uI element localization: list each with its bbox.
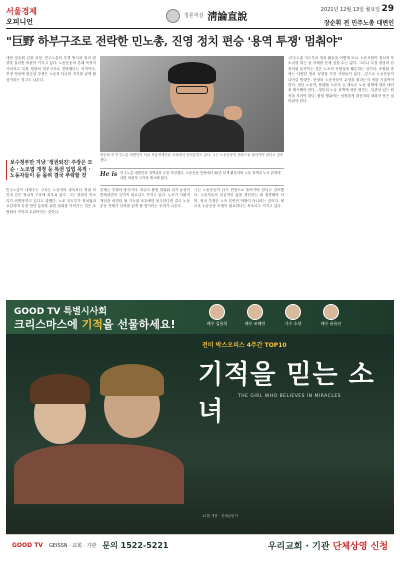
body-text: -민주노총 지도부의 정치 활동을 어떻게 보나. 노동조합이 정치적 목소리를 내는 것 자체를 문제 삼을 수는 없다. 그러나 특정 정당과 한 몸처럼 움직이는 것은 노조의 독립성을 훼손하는 일이다. 조합원 중에는 다양한 정치 성향을 가진 사람들이 있다. -앞으로 노동운동이 나아갈 방향은. 현장의 노동자들이 무엇을 원하는지 귀를 기울여야 한다. 청년 노동자, 플랫폼 노동자 등 새로운 노동 형태에 대한 대안을 제시해야 한다. -정부의 노동 정책에 대한 평가는. 일관성 있는 원칙을 지켜야 한다. 불법 행위에는 엄정하게 대응하되 대화의 문은 열어둬야 한다. [288,56,394,104]
masthead-rule [6,28,394,29]
advertisement[interactable] [6,300,394,556]
headline: "巨野 하부구조로 전락한 민노총, 진영 정치 편승 '용역 투쟁' 멈춰야" [6,34,343,48]
column-name: 淸論直說 [207,12,248,23]
interviewee: 장순휘 전 민주노총 대변인 [323,20,394,27]
avatar [209,304,225,320]
interview-photo [100,56,284,152]
body-column-3 [194,188,284,296]
ad-footer [6,534,394,556]
profile-box [100,168,284,186]
ad-cta[interactable]: 우리교회 · 기관 단체상영 신청 [267,542,388,552]
avatar [285,304,301,320]
body-text: 민주노총이 내세우는 구호는 노동자의 권익보다 정권 퇴진과 같은 정치적 구호에 치우쳐 있다. 그는 현장의 목소리가 외면당하고 있다고 말했다. 노조 지도부가 정치권과 교감하며 특정 법안 통과를 위한 집회를 이어가는 것은 조합원의 이익과 무관하다는 것이다. [6,188,96,214]
ad-headline: 크리스마스에 기적을 선물하세요! [14,318,176,331]
body-column-2 [100,188,190,296]
subheadline: 보수정부만 겨냥 '정권퇴진' 주장은 모순 · 노조법 개정 등 특권 입법 목적 · 노동자들이 등 돌려 결국 추락할 것 [6,160,96,180]
ad-phone[interactable]: 문의 1522-5221 [102,541,169,550]
column-byline: 청론직설 [184,13,204,19]
body-column-4 [288,56,394,296]
masthead [6,4,394,28]
ad-poster [6,334,394,534]
page-number: 29 [381,4,394,14]
ad-movie-subtitle: THE GIRL WHO BELIEVES IN MIRACLES [238,394,342,399]
ad-cast [202,304,346,327]
ad-tagline: 전미 박스오피스 4주간 TOP10 [202,342,287,349]
paper-name: 서울경제 [6,7,37,16]
cast-member: 배우 윤유선 [316,304,346,327]
profile-label: He is [100,171,118,178]
cast-member: 배우 김용희 [202,304,232,327]
cast-member: 배우 조혜련 [240,304,270,327]
body-text: 문제는 투쟁의 방식이다. 대규모 불법 집회와 점거 농성이 반복되면서 국민적 피로감도 커지고 있다. 노조가 사회적 책임을 외면한 채 기득권 보호에만 몰두한다면 결국 노동운동 전체가 신뢰를 잃게 될 것이라는 우려가 나온다. [100,188,190,209]
avatar [323,304,339,320]
profile-text: 민주노총 대변인과 정책실장 등을 역임했다. 노동운동 현장에서 30년 넘게 활동하며 노동 정책과 노사 관계에 대한 비판적 시각을 제시해 왔다. [120,171,281,180]
ad-partners: GEISSN · 교회 · 기관 [48,543,97,549]
poster-image [14,354,184,504]
body-text: 대담 장순휘 김광 차장. 민주노총의 투쟁 방식과 정치 편향을 둘러싼 비판이 커지고 있다. 노동운동의 본래 목적이 사라지고 특정 정당의 하부구조로 전락했다는 지적이다. 진영 정치에 편승한 투쟁은 노동자 다수의 지지를 잃게 될 것이라는 경고도 나온다. [6,56,96,82]
columnist-avatar [166,9,180,23]
cast-member: 가수 소향 [278,304,308,327]
photo-caption: 장순휘 전 민주노총 대변인이 서울 서울경제신문 사옥에서 인터뷰하고 있다. 그는 노동운동이 현장으로 돌아가야 한다고 강조했다. [100,153,284,162]
body-column-1b [6,188,96,296]
ad-brand: GOOD TV 특별시사회 [14,307,108,317]
avatar [247,304,263,320]
ad-movie-title: 기적을 믿는 소녀 [198,360,375,427]
section-label: 오피니언 [6,18,34,26]
issue-date: 2021년 12월 13일 월요일 [320,7,380,13]
ad-credits: 12월 개봉 · 전체관람가 [202,514,238,518]
goodtv-logo: GOOD TV [12,542,43,549]
body-text: 그는 노동운동이 다시 현장으로 돌아가야 한다고 강조했다. 노동자들의 실질적인 삶을 개선하는 데 집중해야 하며, 정치 투쟁은 노조 본연의 역할이 아니라는 것이다. 새로운 노동운동 모델이 필요하다는 목소리도 커지고 있다. [194,188,284,209]
column-header [166,8,247,23]
ad-banner [6,300,394,334]
